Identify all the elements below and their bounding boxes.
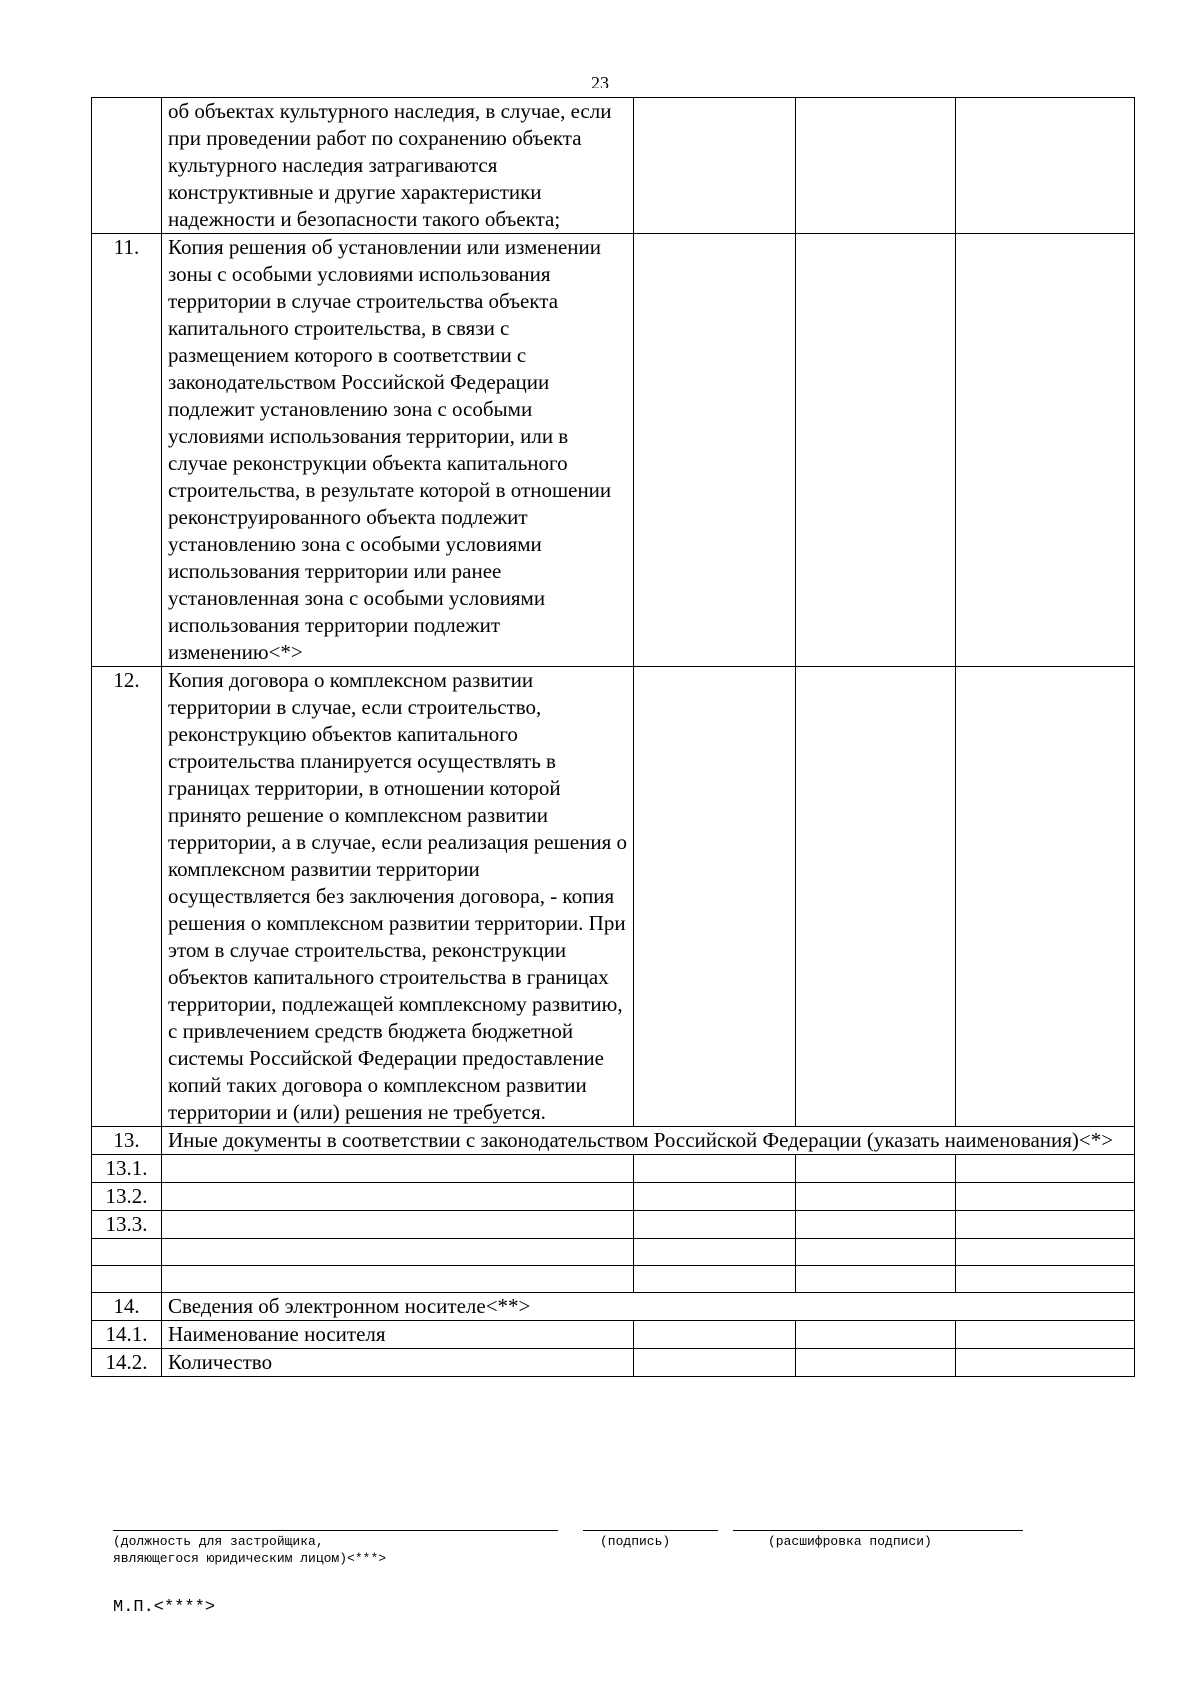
position-caption-2: являющегося юридическим лицом)<***> xyxy=(113,1551,387,1566)
table-cell xyxy=(956,234,1135,667)
row-description: Иные документы в соответствии с законодательством Российской Федерации (указать наименования)<*> xyxy=(162,1127,1135,1155)
table-row xyxy=(92,1239,1135,1266)
row-number xyxy=(92,1239,162,1266)
table-row xyxy=(92,1183,1135,1211)
table-cell xyxy=(162,1183,634,1211)
table-cell xyxy=(634,1349,796,1377)
table-row xyxy=(92,234,1135,667)
row-number: 14.2. xyxy=(92,1349,162,1377)
table-cell xyxy=(796,1266,956,1293)
page-number: 23 xyxy=(591,76,609,88)
position-caption: (должность для застройщика, xyxy=(113,1534,324,1549)
row-description: Копия договора о комплексном развитии территории в случае, если строительство, реконструкцию объектов капитального строительства планируется осуществлять в границах территории, в отношении которой принято решение о комплексном развитии территории, а в случае, если реализация решения о комплексном развитии территории осуществляется без заключения договора, - копия решения о комплексном развитии территории. При этом в случае строительства, реконструкции объектов капитального строительства в границах территории, подлежащей комплексному развитию, с привлечением средств бюджета бюджетной системы Российской Федерации предоставление копий таких договора о комплексном развитии территории и (или) решения не требуется. xyxy=(162,667,634,1127)
table-cell xyxy=(162,1155,634,1183)
table-row xyxy=(92,667,1135,1127)
table-row xyxy=(92,1349,1135,1377)
stamp-label: М.П.<****> xyxy=(113,1598,216,1617)
row-number: 13.2. xyxy=(92,1183,162,1211)
decoding-caption: (расшифровка подписи) xyxy=(768,1534,932,1549)
table-cell xyxy=(634,1266,796,1293)
table-row xyxy=(92,1211,1135,1239)
table-row xyxy=(92,1293,1135,1321)
table-cell xyxy=(162,1266,634,1293)
row-number: 14.1. xyxy=(92,1321,162,1349)
table-cell xyxy=(634,1155,796,1183)
signature-caption: (подпись) xyxy=(600,1534,671,1549)
row-number xyxy=(92,1266,162,1293)
decoding-line xyxy=(733,1530,1023,1531)
table-cell xyxy=(956,1349,1135,1377)
table-cell xyxy=(634,667,796,1127)
row-number: 13. xyxy=(92,1127,162,1155)
table-cell xyxy=(162,1211,634,1239)
table-cell xyxy=(956,98,1135,234)
table-cell xyxy=(796,98,956,234)
row-number: 11. xyxy=(92,234,162,667)
table-row xyxy=(92,1155,1135,1183)
row-description: Количество xyxy=(162,1349,634,1377)
table-cell xyxy=(796,1155,956,1183)
row-number xyxy=(92,98,162,234)
row-number: 13.1. xyxy=(92,1155,162,1183)
table-cell xyxy=(634,98,796,234)
table-cell xyxy=(634,1211,796,1239)
row-description: Сведения об электронном носителе<**> xyxy=(162,1293,1135,1321)
table-row xyxy=(92,1266,1135,1293)
table-cell xyxy=(634,1321,796,1349)
table-cell xyxy=(634,1183,796,1211)
documents-table xyxy=(91,97,1135,1377)
row-number: 13.3. xyxy=(92,1211,162,1239)
table-cell xyxy=(796,1349,956,1377)
table-cell xyxy=(634,234,796,667)
table-cell xyxy=(956,1155,1135,1183)
table-cell xyxy=(956,667,1135,1127)
row-description: об объектах культурного наследия, в случае, если при проведении работ по сохранению объекта культурного наследия затрагиваются конструктивные и другие характеристики надежности и безопасности такого объекта; xyxy=(162,98,634,234)
row-description: Копия решения об установлении или изменении зоны с особыми условиями использования территории в случае строительства объекта капитального строительства, в связи с размещением которого в соответствии с законодательством Российской Федерации подлежит установлению зона с особыми условиями использования территории, или в случае реконструкции объекта капитального строительства, в результате которой в отношении реконструированного объекта подлежит установлению зона с особыми условиями использования территории или ранее установленная зона с особыми условиями использования территории подлежит изменению<*> xyxy=(162,234,634,667)
table-cell xyxy=(956,1266,1135,1293)
table-cell xyxy=(956,1183,1135,1211)
position-line xyxy=(113,1530,558,1531)
row-description: Наименование носителя xyxy=(162,1321,634,1349)
table-cell xyxy=(956,1321,1135,1349)
table-cell xyxy=(956,1211,1135,1239)
row-number: 12. xyxy=(92,667,162,1127)
table-row xyxy=(92,98,1135,234)
table-cell xyxy=(796,1239,956,1266)
table-cell xyxy=(956,1239,1135,1266)
table-cell xyxy=(796,667,956,1127)
table-cell xyxy=(796,1321,956,1349)
table-cell xyxy=(796,1211,956,1239)
table-cell xyxy=(796,234,956,667)
table-row xyxy=(92,1321,1135,1349)
table-cell xyxy=(796,1183,956,1211)
row-number: 14. xyxy=(92,1293,162,1321)
table-cell xyxy=(634,1239,796,1266)
table-cell xyxy=(162,1239,634,1266)
signature-line xyxy=(583,1530,718,1531)
table-row xyxy=(92,1127,1135,1155)
